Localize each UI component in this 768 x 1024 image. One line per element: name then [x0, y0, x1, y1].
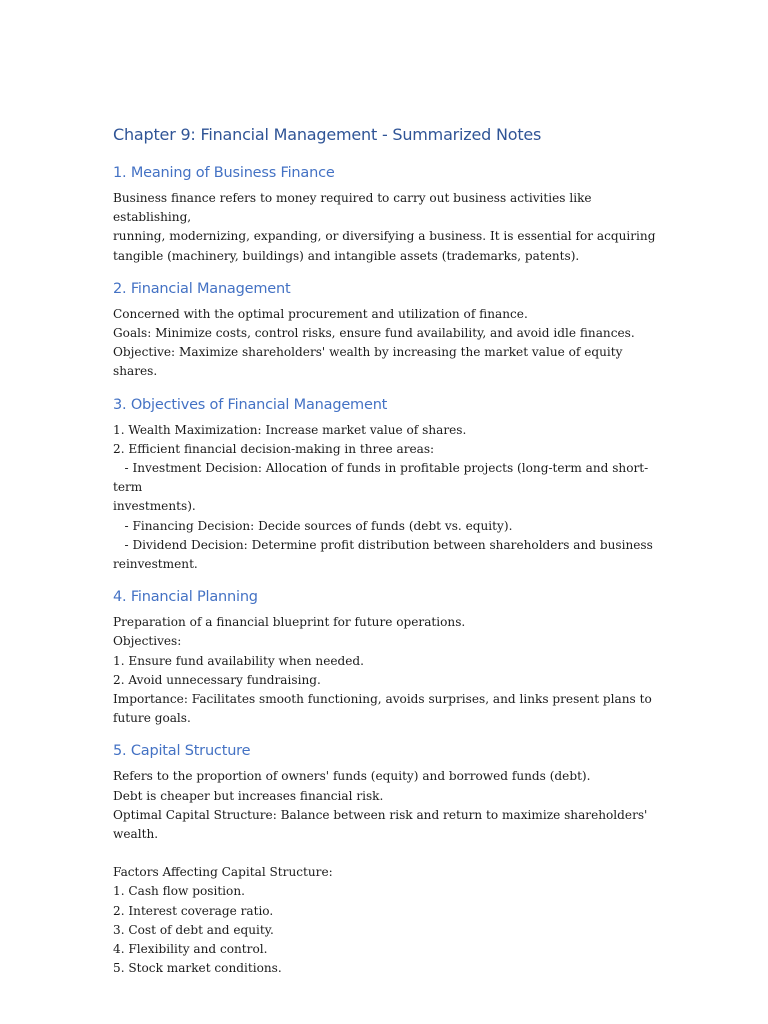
list-line: - Financing Decision: Decide sources of funds (debt vs. equity).	[113, 518, 513, 533]
section-business-finance	[113, 163, 658, 266]
document-title: Chapter 9: Financial Management - Summarized Notes	[113, 125, 542, 144]
paragraph-line: Importance: Facilitates smooth functioning, avoids surprises, and links present plans to	[113, 692, 652, 707]
list-line: 2. Interest coverage ratio.	[113, 903, 274, 918]
section-financial-planning	[113, 587, 658, 728]
paragraph-line: Refers to the proportion of owners' funds (equity) and borrowed funds (debt).	[113, 769, 591, 784]
list-line: 4. Flexibility and control.	[113, 942, 268, 957]
list-line: 1. Cash flow position.	[113, 884, 245, 899]
paragraph-line: Factors Affecting Capital Structure:	[113, 865, 333, 880]
section-capital-structure	[113, 741, 658, 978]
section-heading: 1. Meaning of Business Finance	[113, 165, 335, 181]
paragraph-line: Preparation of a financial blueprint for future operations.	[113, 615, 466, 630]
list-line: - Investment Decision: Allocation of funds in profitable projects (long-term and short-term	[113, 461, 649, 495]
section-heading: 3. Objectives of Financial Management	[113, 396, 388, 413]
paragraph-line: Objectives:	[113, 634, 182, 649]
list-line: 3. Cost of debt and equity.	[113, 922, 274, 937]
paragraph-line: future goals.	[113, 711, 191, 726]
list-line: 2. Avoid unnecessary fundraising.	[113, 672, 321, 687]
list-line: 1. Wealth Maximization: Increase market value of shares.	[113, 422, 467, 437]
section-heading: 5. Capital Structure	[113, 743, 251, 760]
paragraph-line: wealth.	[113, 827, 159, 842]
list-line: 5. Stock market conditions.	[113, 961, 282, 976]
document-page	[113, 124, 658, 992]
paragraph-line: tangible (machinery, buildings) and intangible assets (trademarks, patents).	[113, 248, 580, 263]
list-line: - Dividend Decision: Determine profit distribution between shareholders and business	[113, 537, 653, 552]
paragraph-line: Debt is cheaper but increases financial risk.	[113, 788, 384, 803]
paragraph-line: Concerned with the optimal procurement and utilization of finance.	[113, 306, 528, 321]
list-line: investments).	[113, 499, 196, 514]
section-heading: 2. Financial Management	[113, 280, 291, 297]
section-heading: 4. Financial Planning	[113, 589, 258, 606]
section-financial-management	[113, 279, 658, 382]
paragraph-line: Optimal Capital Structure: Balance between risk and return to maximize shareholders'	[113, 807, 648, 822]
paragraph-line: Objective: Maximize shareholders' wealth by increasing the market value of equity shares.	[113, 345, 627, 379]
section-objectives	[113, 395, 658, 575]
paragraph-line: Goals: Minimize costs, control risks, ensure fund availability, and avoid idle finances.	[113, 326, 635, 341]
paragraph-line: Business finance refers to money required to carry out business activities like establishing,	[113, 191, 596, 225]
list-line: reinvestment.	[113, 557, 198, 572]
list-line: 1. Ensure fund availability when needed.	[113, 653, 365, 668]
list-line: 2. Efficient financial decision-making in three areas:	[113, 441, 435, 456]
blank-line	[113, 844, 658, 863]
paragraph-line: running, modernizing, expanding, or diversifying a business. It is essential for acquiring	[113, 229, 656, 244]
